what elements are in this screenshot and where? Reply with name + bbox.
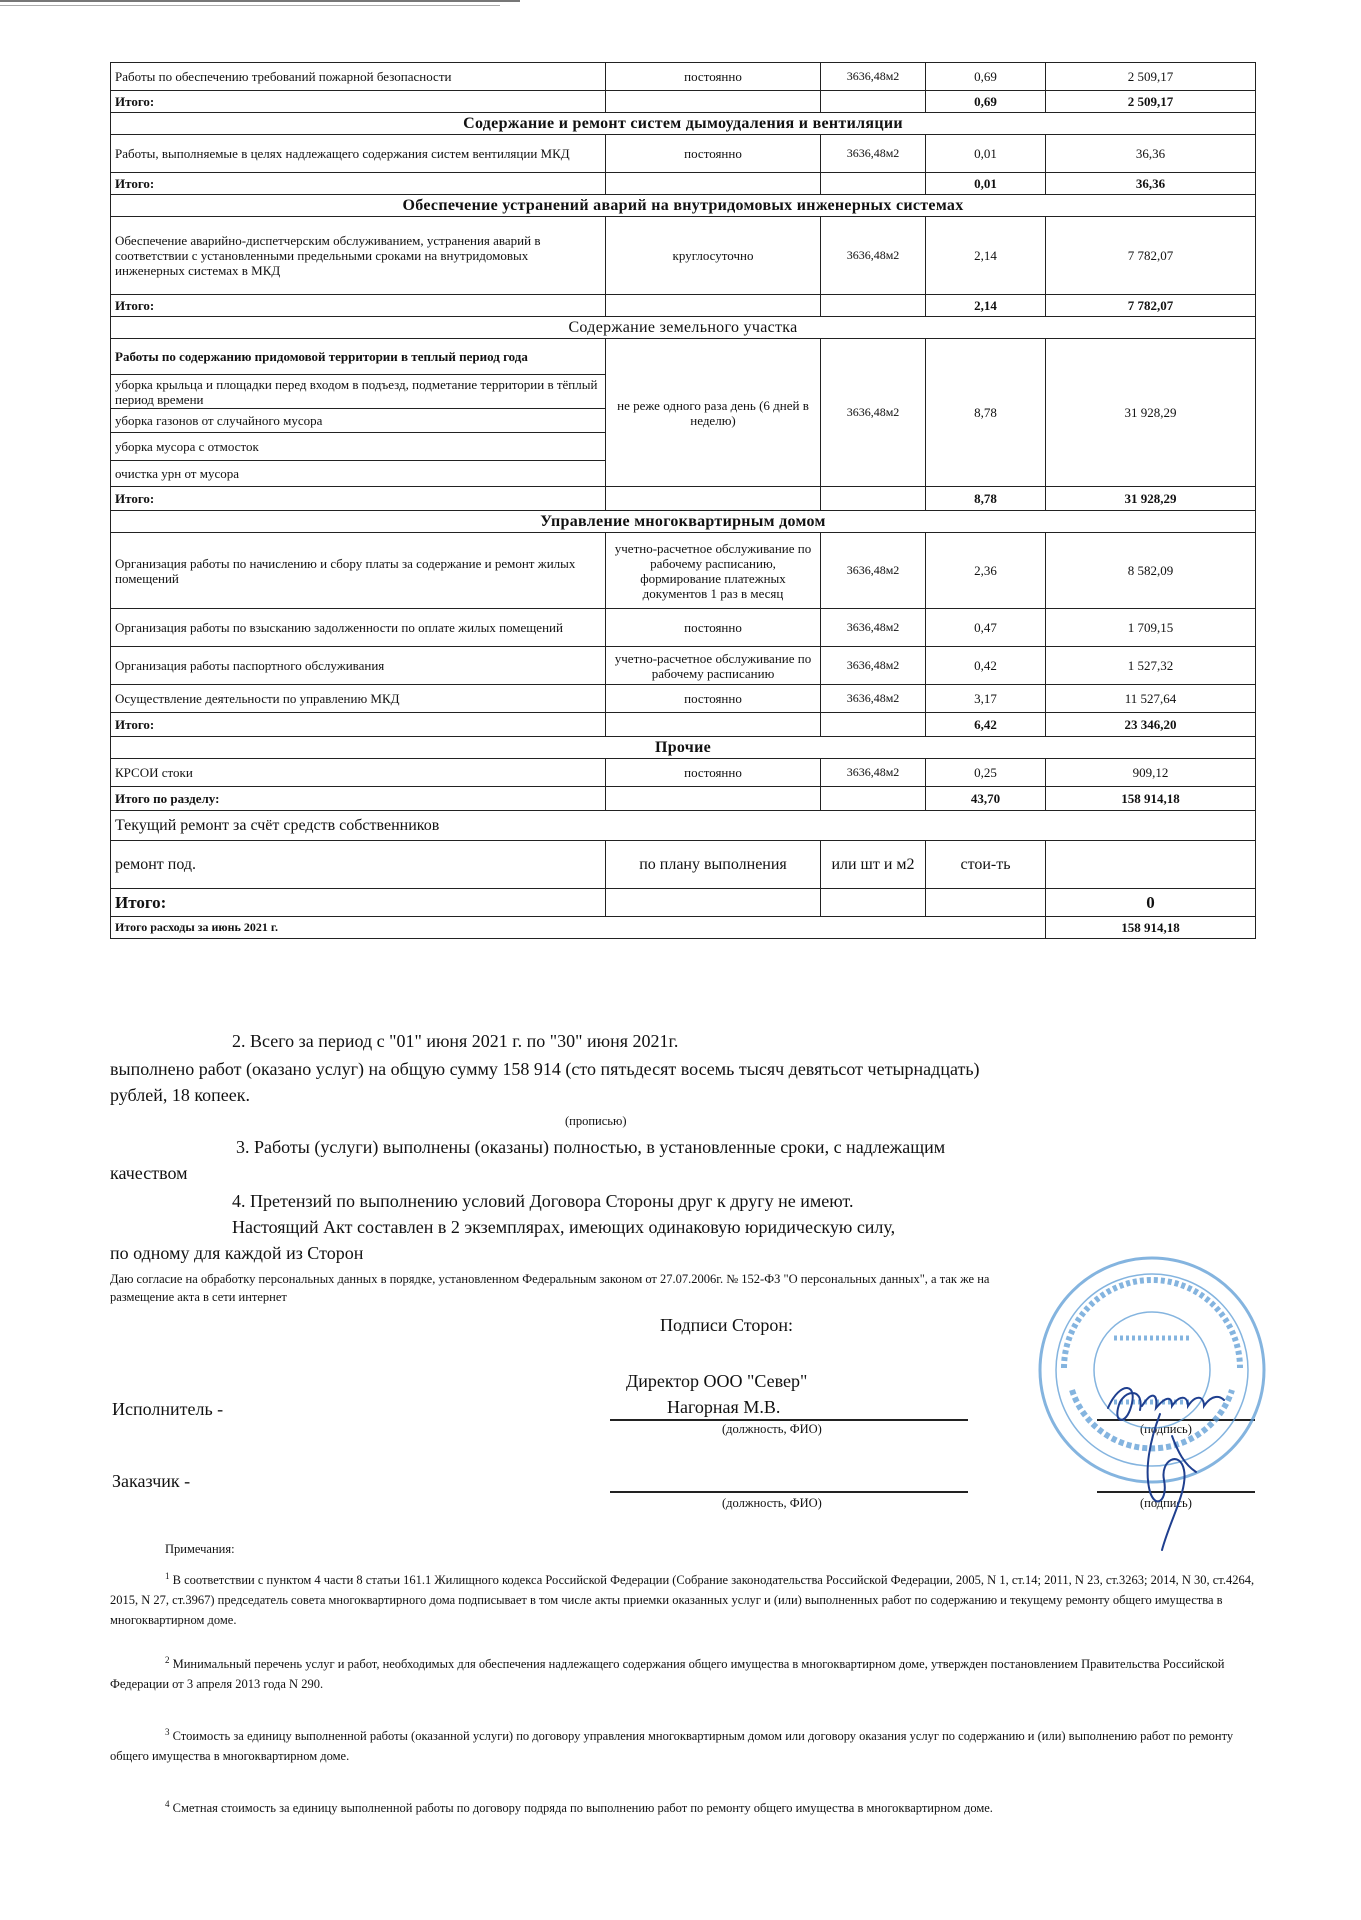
note-1: $^1$ В соответствии с пунктом 4 части 8 статьи 161.1 Жилищного кодекса Российской Федерации (Собрание законодательства Российской Федерации, 2005, N 1, ст.14; 2011, N 23, ст.3263; 2014, N 30, ст.4264, 2015, N 27, ст.3967) председатель совета многоквартирного дома подписывает в том числе акты приемки оказанных услуг и (или) выполненных работ по содержанию и текущему ремонту общего имущества в многоквартирном доме. bbox=[110, 1571, 1255, 1628]
subtotal-label: Итого: bbox=[111, 91, 606, 113]
executor-position-hint: (должность, ФИО) bbox=[722, 1422, 822, 1436]
work-sum: 8 582,09 bbox=[1046, 533, 1256, 609]
director-name: Нагорная М.В. bbox=[667, 1397, 781, 1417]
table-row bbox=[111, 135, 1256, 173]
grand-total-row bbox=[111, 917, 1256, 939]
note-3: $^3$ Стоимость за единицу выполненной работы (оказанной услуги) по договору управления многоквартирным домом или договору оказания услуг по содержанию и (или) выполнению работ по ремонту общего имущества в многоквартирном доме. bbox=[110, 1727, 1234, 1764]
work-period: круглосуточно bbox=[606, 217, 821, 295]
notes-title: Примечания: bbox=[165, 1542, 235, 1556]
subtotal-sum: 7 782,07 bbox=[1046, 295, 1256, 317]
subtotal-label: Итого: bbox=[111, 713, 606, 737]
clause-2: 2. Всего за период с "01" июня 2021 г. по "30" июня 2021г. bbox=[232, 1031, 679, 1051]
subtotal-rate: 2,14 bbox=[926, 295, 1046, 317]
clause-5: Настоящий Акт составлен в 2 экземплярах, имеющих одинаковую юридическую силу, bbox=[232, 1217, 896, 1237]
consent-text: Даю согласие на обработку персональных данных в порядке, установленном Федеральным законом от 27.07.2006г. № 152-ФЗ "О персональных данных", а так же на bbox=[110, 1272, 990, 1286]
work-rate: 3,17 bbox=[926, 685, 1046, 713]
table-row bbox=[111, 759, 1256, 787]
note-4: $^4$ Сметная стоимость за единицу выполненной работы по договору подряда по выполнению работ по ремонту общего имущества в многоквартирном доме. bbox=[165, 1799, 993, 1816]
work-area: 3636,48м2 bbox=[821, 63, 926, 91]
work-period: постоянно bbox=[606, 759, 821, 787]
work-sum: 909,12 bbox=[1046, 759, 1256, 787]
work-sum: 31 928,29 bbox=[1046, 339, 1256, 487]
subtotal-rate: 8,78 bbox=[926, 487, 1046, 511]
executor-label: Исполнитель - bbox=[112, 1399, 224, 1419]
table-row bbox=[111, 217, 1256, 295]
work-item: уборка мусора с отмосток bbox=[111, 433, 606, 461]
propisyu-hint: (прописью) bbox=[565, 1114, 627, 1128]
work-name: Осуществление деятельности по управлению МКД bbox=[111, 685, 606, 713]
work-period: учетно-расчетное обслуживание по рабочему расписанию bbox=[606, 647, 821, 685]
work-item: уборка газонов от случайного мусора bbox=[111, 409, 606, 433]
work-item: очистка урн от мусора bbox=[111, 461, 606, 487]
repair-period: по плану выполнения bbox=[606, 841, 821, 889]
work-period: постоянно bbox=[606, 609, 821, 647]
work-name: Организация работы по начислению и сбору платы за содержание и ремонт жилых помещений bbox=[111, 533, 606, 609]
scan-edge bbox=[0, 5, 500, 6]
work-sum: 1 527,32 bbox=[1046, 647, 1256, 685]
grand-total-label: Итого расходы за июнь 2021 г. bbox=[111, 917, 1046, 939]
work-rate: 0,01 bbox=[926, 135, 1046, 173]
work-name: Организация работы паспортного обслуживания bbox=[111, 647, 606, 685]
repair-total-sum: 0 bbox=[1046, 889, 1256, 917]
section-total-row bbox=[111, 787, 1256, 811]
executor-position-line bbox=[610, 1419, 968, 1421]
work-name: Работы, выполняемые в целях надлежащего содержания систем вентиляции МКД bbox=[111, 135, 606, 173]
table-row bbox=[111, 647, 1256, 685]
repair-total-label: Итого: bbox=[111, 889, 606, 917]
work-rate: 0,42 bbox=[926, 647, 1046, 685]
subtotal-row bbox=[111, 91, 1256, 113]
work-rate: 0,25 bbox=[926, 759, 1046, 787]
clause-3-end: качеством bbox=[110, 1163, 188, 1183]
subtotal-row bbox=[111, 173, 1256, 195]
executor-signature bbox=[1100, 1360, 1250, 1560]
work-area: 3636,48м2 bbox=[821, 685, 926, 713]
executor-signature-hint: (подпись) bbox=[1140, 1422, 1192, 1436]
table-row bbox=[111, 533, 1256, 609]
table-row bbox=[111, 63, 1256, 91]
subtotal-label: Итого: bbox=[111, 487, 606, 511]
repair-header-row bbox=[111, 811, 1256, 841]
work-name: КРСОИ стоки bbox=[111, 759, 606, 787]
work-period: учетно-расчетное обслуживание по рабочему расписанию, формирование платежных документов 1 раз в месяц bbox=[606, 533, 821, 609]
work-sum: 36,36 bbox=[1046, 135, 1256, 173]
clause-4: 4. Претензий по выполнению условий Договора Стороны друг к другу не имеют. bbox=[232, 1191, 854, 1211]
customer-position-line bbox=[610, 1491, 968, 1493]
director-title: Директор ООО "Север" bbox=[626, 1371, 808, 1391]
work-area: 3636,48м2 bbox=[821, 533, 926, 609]
customer-position-hint: (должность, ФИО) bbox=[722, 1496, 822, 1510]
table-row bbox=[111, 685, 1256, 713]
work-sum: 11 527,64 bbox=[1046, 685, 1256, 713]
work-rate: 8,78 bbox=[926, 339, 1046, 487]
subtotal-label: Итого: bbox=[111, 295, 606, 317]
repair-row bbox=[111, 841, 1256, 889]
work-rate: 2,36 bbox=[926, 533, 1046, 609]
work-area: 3636,48м2 bbox=[821, 339, 926, 487]
work-name: Организация работы по взысканию задолженности по оплате жилых помещений bbox=[111, 609, 606, 647]
clause-2-amount-end: рублей, 18 копеек. bbox=[110, 1085, 251, 1105]
repair-name: ремонт под. bbox=[111, 841, 606, 889]
section-total-sum: 158 914,18 bbox=[1046, 787, 1256, 811]
work-sum: 2 509,17 bbox=[1046, 63, 1256, 91]
work-group-head: Работы по содержанию придомовой территории в теплый период года bbox=[111, 339, 606, 375]
work-period: постоянно bbox=[606, 63, 821, 91]
subtotal-rate: 6,42 bbox=[926, 713, 1046, 737]
work-period: постоянно bbox=[606, 685, 821, 713]
repair-unit: или шт и м2 bbox=[821, 841, 926, 889]
subtotal-row bbox=[111, 713, 1256, 737]
section-header: Прочие bbox=[111, 737, 1256, 759]
section-header: Обеспечение устранений аварий на внутридомовых инженерных системах bbox=[111, 195, 1256, 217]
work-period: постоянно bbox=[606, 135, 821, 173]
work-area: 3636,48м2 bbox=[821, 609, 926, 647]
subtotal-rate: 0,69 bbox=[926, 91, 1046, 113]
subtotal-sum: 23 346,20 bbox=[1046, 713, 1256, 737]
subtotal-row bbox=[111, 487, 1256, 511]
work-area: 3636,48м2 bbox=[821, 759, 926, 787]
subtotal-label: Итого: bbox=[111, 173, 606, 195]
work-rate: 0,69 bbox=[926, 63, 1046, 91]
work-area: 3636,48м2 bbox=[821, 647, 926, 685]
consent-text-2: размещение акта в сети интернет bbox=[110, 1290, 287, 1304]
subtotal-sum: 2 509,17 bbox=[1046, 91, 1256, 113]
subtotal-rate: 0,01 bbox=[926, 173, 1046, 195]
scan-edge bbox=[0, 0, 520, 2]
grand-total-sum: 158 914,18 bbox=[1046, 917, 1256, 939]
work-name: Работы по обеспечению требований пожарной безопасности bbox=[111, 63, 606, 91]
signatures-title: Подписи Сторон: bbox=[660, 1315, 794, 1335]
section-header: Управление многоквартирным домом bbox=[111, 511, 1256, 533]
subtotal-sum: 36,36 bbox=[1046, 173, 1256, 195]
clause-2-amount: выполнено работ (оказано услуг) на общую сумму 158 914 (сто пятьдесят восемь тысяч девятьсот четырнадцать) bbox=[110, 1059, 980, 1079]
repair-cost: стои-ть bbox=[926, 841, 1046, 889]
customer-signature-hint: (подпись) bbox=[1140, 1496, 1192, 1510]
work-area: 3636,48м2 bbox=[821, 217, 926, 295]
clause-3: 3. Работы (услуги) выполнены (оказаны) полностью, в установленные сроки, с надлежащим bbox=[236, 1137, 946, 1157]
subtotal-sum: 31 928,29 bbox=[1046, 487, 1256, 511]
work-item: уборка крыльца и площадки перед входом в подъезд, подметание территории в тёплый период времени bbox=[111, 375, 606, 409]
work-sum: 7 782,07 bbox=[1046, 217, 1256, 295]
work-period: не реже одного раза день (6 дней в неделю) bbox=[606, 339, 821, 487]
repair-total-row bbox=[111, 889, 1256, 917]
customer-label: Заказчик - bbox=[112, 1471, 191, 1491]
work-sum: 1 709,15 bbox=[1046, 609, 1256, 647]
section-header: Содержание земельного участка bbox=[111, 317, 1256, 339]
section-header: Содержание и ремонт систем дымоудаления и вентиляции bbox=[111, 113, 1256, 135]
work-rate: 0,47 bbox=[926, 609, 1046, 647]
work-name: Обеспечение аварийно-диспетчерским обслуживанием, устранения аварий в соответствии с установленными предельными сроками на внутридомовых инженерных системах в МКД bbox=[111, 217, 606, 295]
table-row bbox=[111, 339, 1256, 375]
work-area: 3636,48м2 bbox=[821, 135, 926, 173]
clause-5-end: по одному для каждой из Сторон bbox=[110, 1243, 364, 1263]
subtotal-row bbox=[111, 295, 1256, 317]
work-rate: 2,14 bbox=[926, 217, 1046, 295]
works-table bbox=[110, 62, 1256, 939]
note-2: $^2$ Минимальный перечень услуг и работ, необходимых для обеспечения надлежащего содержания общего имущества в многоквартирном доме, утвержден постановлением Правительства Российской Федерации от 3 апреля 2013 года N 290. bbox=[110, 1655, 1225, 1692]
table-row bbox=[111, 609, 1256, 647]
section-total-rate: 43,70 bbox=[926, 787, 1046, 811]
section-total-label: Итого по разделу: bbox=[111, 787, 606, 811]
repair-section-title: Текущий ремонт за счёт средств собственников bbox=[111, 811, 1256, 841]
